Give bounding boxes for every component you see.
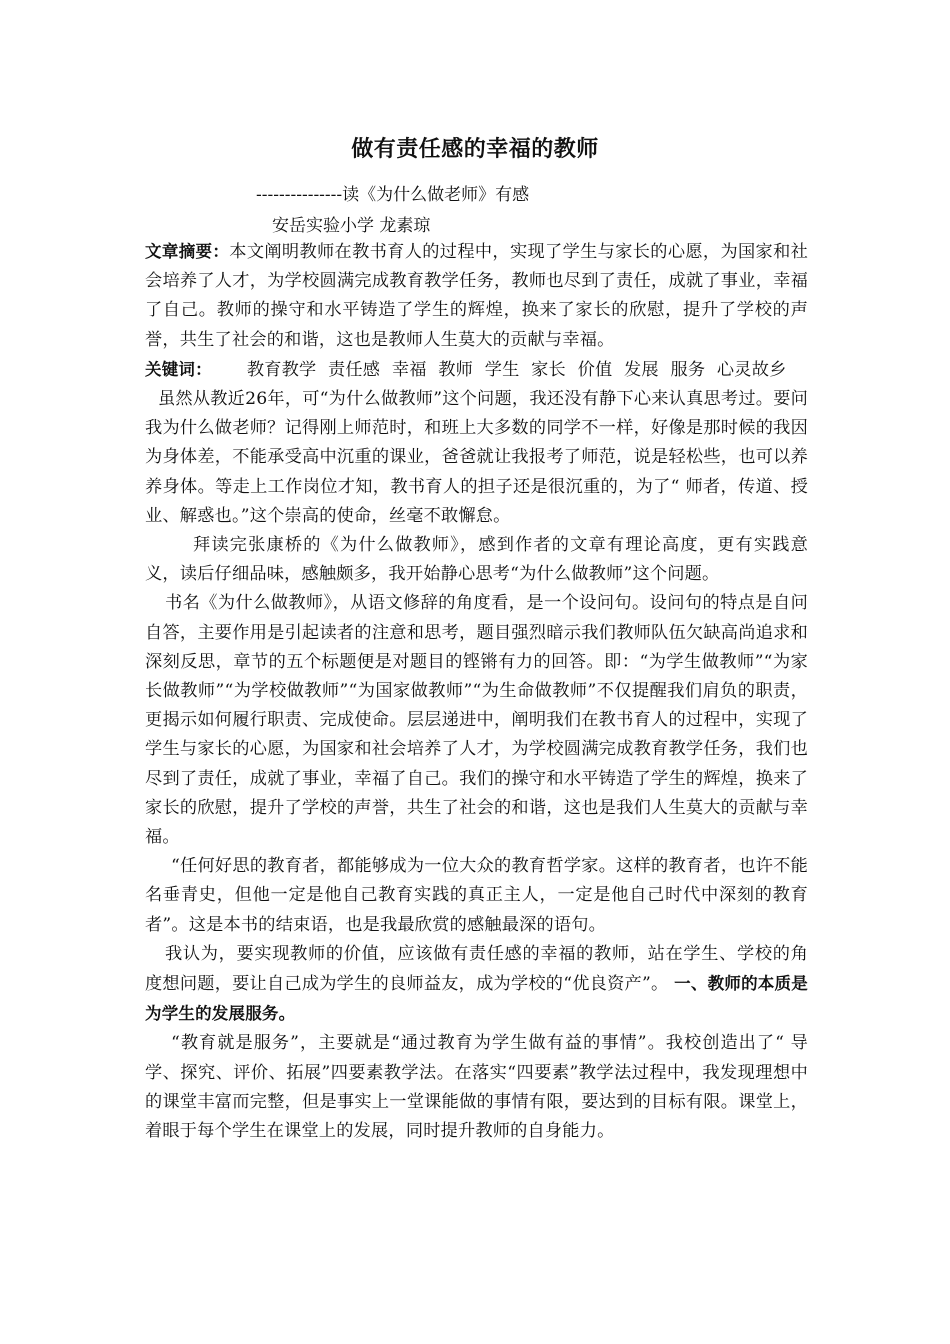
paragraph-4: “任何好思的教育者，都能够成为一位大众的教育哲学家。这样的教育者，也许不能名垂青史，但他一定是他自己教育实践的真正主人，一定是他自己时代中深刻的教育者”。这是本书的结束语，也是我最欣赏的感触最深的语句。 [145,856,808,935]
document-title: 做有责任感的幸福的教师 [351,137,599,162]
abstract-label: 文章摘要： [145,242,230,261]
document-body [145,237,808,1146]
section-1-heading: 一、教师的本质是为学生的发展服务。 [145,974,808,1024]
abstract [145,237,808,355]
document-author: 安岳实验小学 龙素琼 [272,216,431,236]
keywords [145,355,808,385]
keywords-text: 教育教学 责任感 幸福 教师 学生 家长 价值 发展 服务 心灵故乡 [246,359,787,380]
paragraph-5-text: 我认为，要实现教师的价值，应该做有责任感的幸福的教师，站在学生、学校的角度想问题，要让自己成为学生的良师益友，成为学校的“优良资产”。 [145,943,808,995]
paragraph-5 [145,940,808,1030]
keywords-label: 关键词： [145,359,212,379]
abstract-text: 本文阐明教师在教书育人的过程中，实现了学生与家长的心愿，为国家和社会培养了人才，为学校圆满完成教育教学任务，教师也尽到了责任，成就了事业，幸福了自己。教师的操守和水平铸造了学生的辉煌，换来了家长的欣慰，提升了学校的声誉，共生了社会的和谐，这也是教师人生莫大的贡献与幸福。 [145,242,809,350]
paragraph-2: 拜读完张康桥的《为什么做教师》，感到作者的文章有理论高度，更有实践意义，读后仔细品味，感触颇多，我开始静心思考“为什么做教师”这个问题。 [145,535,808,585]
paragraph-1: 虽然从教近26年，可“为什么做教师”这个问题，我还没有静下心来认真思考过。要问我为什么做老师？记得刚上师范时，和班上大多数的同学不一样，好像是那时候的我因为身体差，不能承受高中沉重的课业，爸爸就让我报考了师范，说是轻松些，也可以养养身体。等走上工作岗位才知，教书育人的担子还是很沉重的，为了“ 师者，传道、授业、解惑也。”这个崇高的使命，丝毫不敢懈怠。 [145,389,808,526]
paragraph-6: “教育就是服务”，主要就是“通过教育为学生做有益的事情”。我校创造出了“ 导学、探究、评价、拓展”四要素教学法。在落实“四要素”教学法过程中，我发现理想中的课堂丰富而完整，但是事实上一堂课能做的事情有限，要达到的目标有限。课堂上，着眼于每个学生在课堂上的发展，同时提升教师的自身能力。 [145,1033,808,1142]
document-subtitle: ---------------读《为什么做老师》有感 [256,185,530,205]
paragraph-3: 书名《为什么做教师》，从语文修辞的角度看，是一个设问句。设问句的特点是自问自答，主要作用是引起读者的注意和思考，题目强烈暗示我们教师队伍欠缺高尚追求和深刻反思，章节的五个标题便是对题目的铿锵有力的回答。即：“为学生做教师”“为家长做教师”“为学校做教师”“为国家做教师”“为生命做教师”不仅提醒我们肩负的职责，更揭示如何履行职责、完成使命。层层递进中，阐明我们在教书育人的过程中，实现了学生与家长的心愿，为国家和社会培养了人才，为学校圆满完成教育教学任务，我们也尽到了责任，成就了事业，幸福了自己。我们的操守和水平铸造了学生的辉煌，换来了家长的欣慰，提升了学校的声誉，共生了社会的和谐，这也是我们人生莫大的贡献与幸福。 [145,593,808,848]
